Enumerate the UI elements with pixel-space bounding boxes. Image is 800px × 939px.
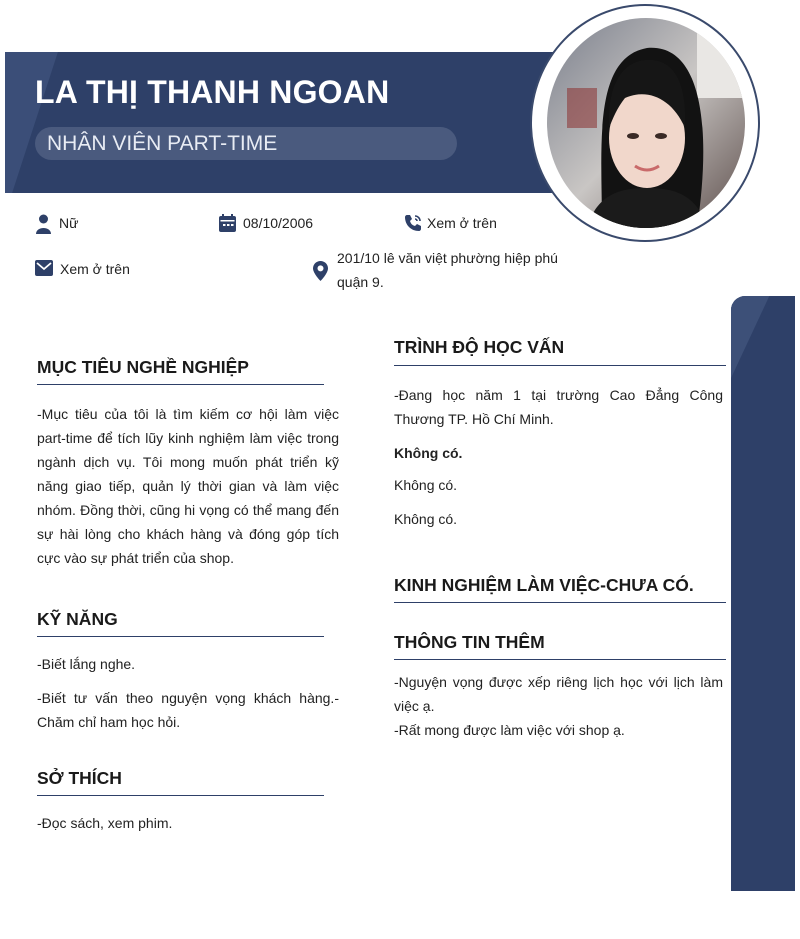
education-heading: TRÌNH ĐỘ HỌC VẤN: [394, 337, 565, 357]
skills-heading: KỸ NĂNG: [37, 609, 118, 629]
objective-divider: [37, 384, 324, 385]
education-divider: [394, 365, 726, 366]
additional-info-heading: THÔNG TIN THÊM: [394, 632, 545, 652]
side-bar-stripe: [731, 296, 779, 416]
objective-text: -Mục tiêu của tôi là tìm kiếm cơ hội làm việc part-time để tích lũy kinh nghiệm làm việc trong ngành dịch vụ. Tôi mong muốn phát triển kỹ năng giao tiếp, quản lý thời gian và làm việc nhóm. Đồng thời, cũng hi vọng có thể mang đến sự hài lòng cho khách hàng và đóng góp tích cực vào sự phát triển của shop.: [37, 406, 339, 566]
education-text: -Đang học năm 1 tại trường Cao Đẳng Công Thương TP. Hồ Chí Minh.: [394, 387, 723, 427]
hobbies-heading: SỞ THÍCH: [37, 768, 122, 788]
education-line: Không có.: [394, 511, 458, 527]
skill-item: -Biết lắng nghe.: [37, 656, 136, 672]
birthday-value: 08/10/2006: [243, 215, 314, 231]
skill-item: -Biết tư vấn theo nguyện vọng khách hàng.-Chăm chỉ ham học hỏi.: [37, 690, 339, 730]
education-line: Không có.: [394, 477, 458, 493]
address-value: 201/10 lê văn việt phường hiệp phú quận 9.: [337, 250, 558, 290]
map-pin-icon: [313, 261, 328, 281]
education-bold-line: Không có.: [394, 445, 463, 461]
additional-info-line: -Rất mong được làm việc với shop ạ.: [394, 722, 625, 738]
objective-heading: MỤC TIÊU NGHỀ NGHIỆP: [37, 357, 249, 377]
additional-info-divider: [394, 659, 726, 660]
envelope-icon: [35, 260, 53, 276]
experience-divider: [394, 602, 726, 603]
candidate-name: LA THỊ THANH NGOAN: [35, 74, 390, 110]
phone-icon: [404, 214, 422, 232]
calendar-icon: [219, 214, 236, 232]
job-title-pill: [35, 127, 457, 160]
person-icon: [36, 214, 51, 234]
additional-info-text: -Nguyện vọng được xếp riêng lịch học với lịch làm việc ạ.: [394, 674, 723, 714]
avatar: [547, 18, 745, 228]
skills-divider: [37, 636, 324, 637]
gender-value: Nữ: [59, 215, 79, 231]
phone-value: Xem ở trên: [427, 215, 497, 231]
hobbies-text: -Đọc sách, xem phim.: [37, 815, 173, 831]
side-decoration-bar: [731, 296, 795, 891]
experience-heading: KINH NGHIỆM LÀM VIỆC-CHƯA CÓ.: [394, 575, 694, 595]
email-value: Xem ở trên: [60, 261, 130, 277]
avatar-photo: [547, 18, 745, 228]
hobbies-divider: [37, 795, 324, 796]
job-title: NHÂN VIÊN PART-TIME: [47, 132, 278, 155]
